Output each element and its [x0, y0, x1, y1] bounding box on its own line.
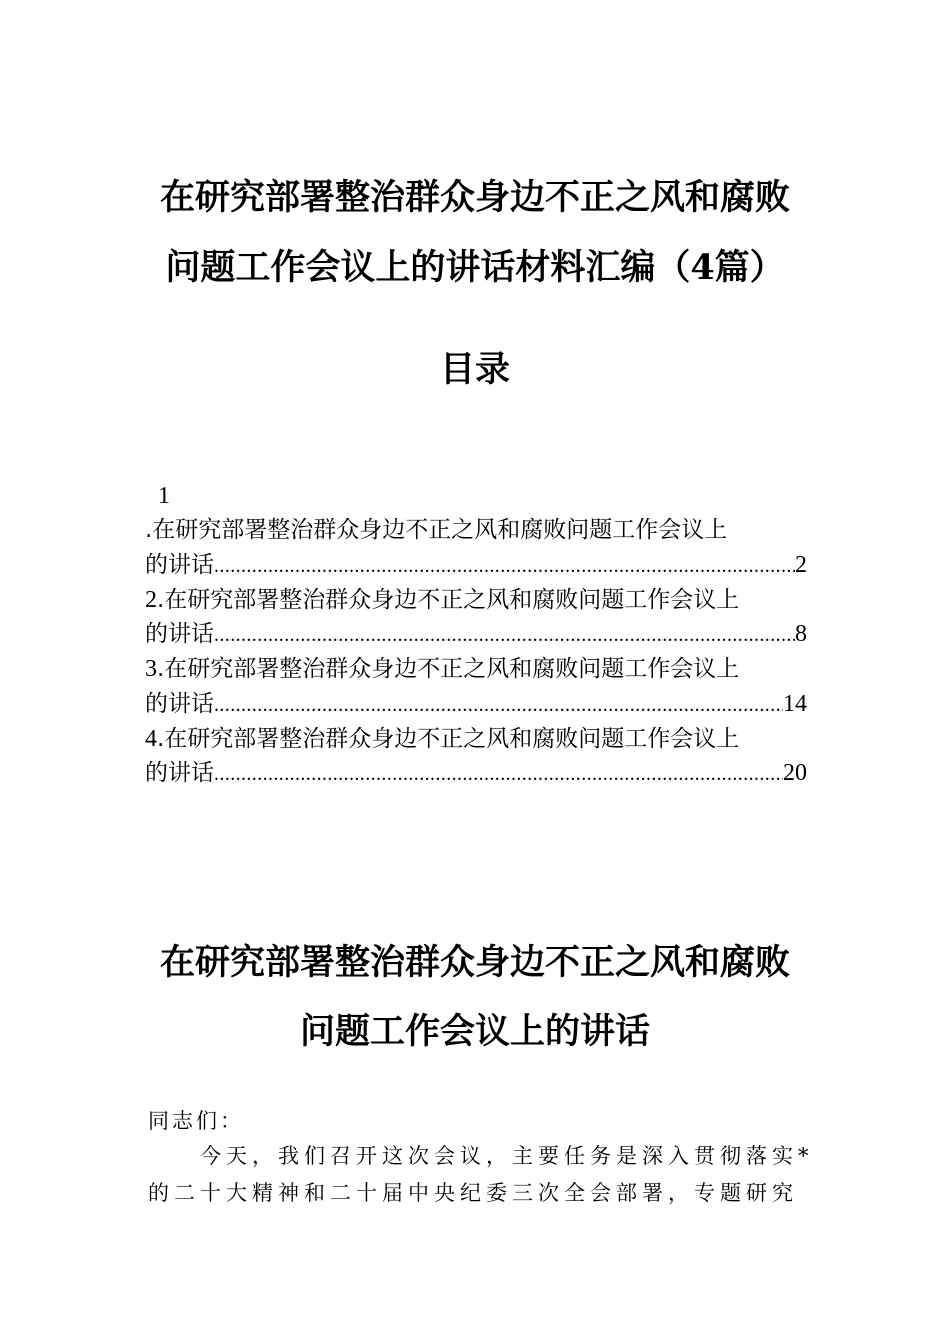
toc-entry-3-row[interactable]	[145, 689, 807, 720]
section-title-line-1: 在研究部署整治群众身边不正之风和腐败	[159, 942, 790, 983]
section-title-line-2: 问题工作会议上的讲话	[299, 1011, 650, 1052]
toc-leader-dots	[214, 690, 783, 720]
toc-entry-3-text: .在研究部署整治群众身边不正之风和腐败问题工作会议上	[157, 656, 740, 682]
document-title-line-1: 在研究部署整治群众身边不正之风和腐败	[159, 177, 790, 218]
toc-entry-3-title[interactable]	[145, 654, 807, 684]
toc-entry-4-row[interactable]	[145, 758, 807, 789]
toc-entry-3-label: 的讲话	[145, 691, 214, 717]
toc-entry-4-title[interactable]	[145, 724, 807, 754]
toc-entry-2-number: 2	[145, 587, 157, 613]
toc-entry-4-label: 的讲话	[145, 760, 214, 786]
toc-entry-1-page: 2	[795, 552, 807, 578]
toc-entry-4-text: .在研究部署整治群众身边不正之风和腐败问题工作会议上	[157, 726, 740, 752]
toc-entry-1-text: .在研究部署整治群众身边不正之风和腐败问题工作会议上	[145, 517, 728, 543]
toc-entry-2-label: 的讲话	[145, 621, 214, 647]
toc-entry-2-row[interactable]	[145, 619, 807, 650]
toc-heading: 目录	[439, 349, 510, 390]
toc-leader-dots	[214, 759, 783, 789]
toc-entry-4-page: 20	[783, 760, 807, 786]
toc-entry-3-number: 3	[145, 656, 157, 682]
toc-leader-dots	[214, 551, 795, 581]
toc-entry-number: 1	[158, 483, 170, 509]
toc-entry-1-row[interactable]	[145, 550, 807, 581]
toc-entry-2-text: .在研究部署整治群众身边不正之风和腐败问题工作会议上	[157, 587, 740, 613]
toc-entry-1-title[interactable]	[145, 515, 807, 545]
toc-entry-1-label: 的讲话	[145, 552, 214, 578]
toc-entry-3-page: 14	[783, 691, 807, 717]
document-title-line-2: 问题工作会议上的讲话材料汇编（4篇）	[165, 247, 785, 288]
toc-leader-dots	[214, 620, 795, 650]
paragraph-line-1: 今天，我们召开这次会议，主要任务是深入贯彻落实*	[148, 1144, 814, 1168]
salutation: 同志们：	[148, 1109, 244, 1133]
toc-entry-4-number: 4	[145, 726, 157, 752]
toc-entry-2-page: 8	[795, 621, 807, 647]
paragraph-line-2: 的二十大精神和二十届中央纪委三次全会部署，专题研究	[148, 1181, 798, 1205]
toc-entry-2-title[interactable]	[145, 585, 807, 615]
